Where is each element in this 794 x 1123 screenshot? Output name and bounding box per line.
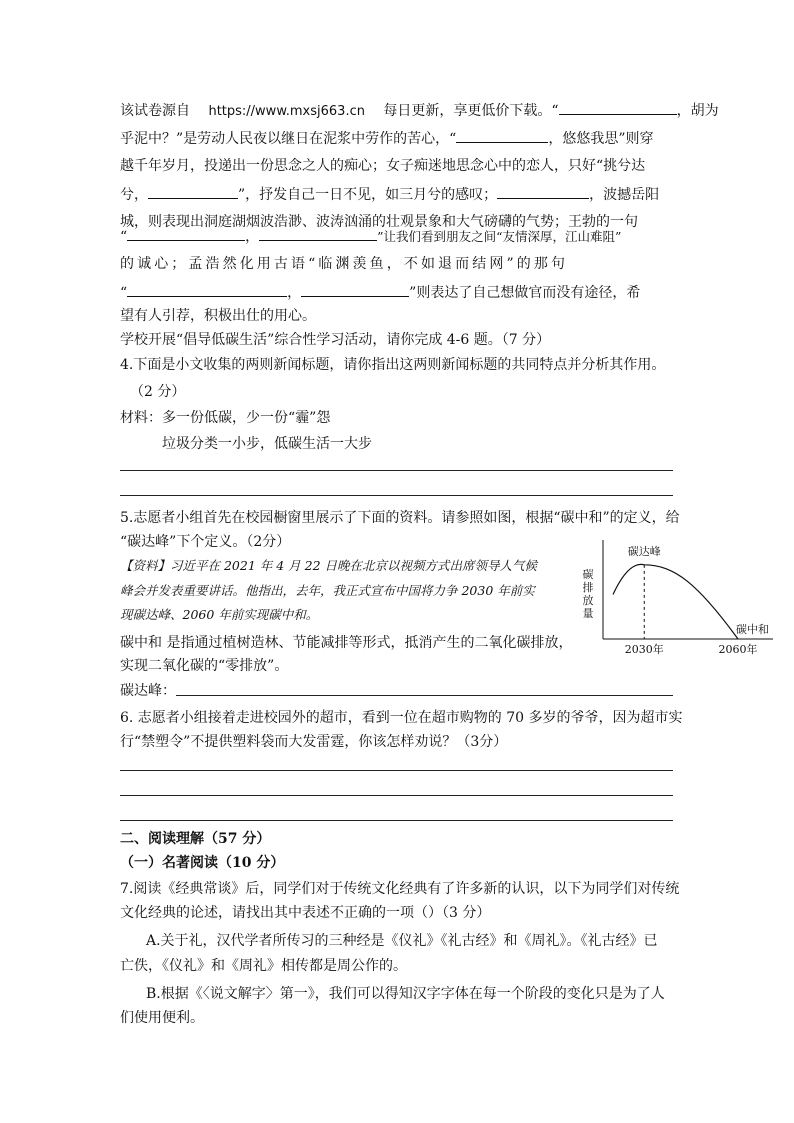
option-b: B.根据《〈说文解字〉第一》，我们可以得知汉字字体在每一个阶段的变化只是为了人 [146,986,665,1002]
answer-line[interactable] [176,695,673,696]
line-8 [120,282,640,303]
x-tick-label: 2030年 [624,643,664,656]
line-8-tail: ”则表达了自己想做官而没有途径，希 [409,285,641,301]
line-7: 的诚心；孟浩然化用古语“临渊羡鱼，不如退而结网”的那句 [120,256,569,272]
blank-7[interactable] [127,282,287,297]
y-axis-label-char: 排 [582,581,594,594]
question-5-text: 5.志愿者小组首先在校园橱窗里展示了下面的资料。请参照如图，根据“碳中和”的定义，给 [120,510,680,526]
source-text: 该试卷源自 [120,103,190,119]
option-a-cont: 亡佚，《仪礼》和《周礼》相传都是周公作的。 [120,958,407,974]
option-a: A.关于礼，汉代学者所传习的三种经是《仪礼》《礼古经》和《周礼》。《礼古经》已 [146,933,658,949]
answer-line[interactable] [120,795,673,796]
section-heading: 二、阅读理解（57 分） [120,831,271,847]
line-6-comma: ， [245,229,260,245]
annotation-neutral: 碳中和 [736,623,769,636]
question-4-score: （2 分） [130,384,186,400]
blank-5[interactable] [127,226,245,241]
y-axis-label-char: 量 [582,607,594,620]
blank-4[interactable] [497,184,589,199]
question-6-text: 6. 志愿者小组接着走进校园外的超市，看到一位在超市购物的 70 多岁的爷爷，因为超市实 [120,710,683,726]
line-10: 学校开展“倡导低碳生活”综合性学习活动，请你完成 4-6 题。（7 分） [120,332,551,348]
line-9: 望有人引荐，积极出仕的用心。 [120,308,316,324]
answer-line[interactable] [120,820,673,821]
line-1-text: 每日更新，享更低价下载。“ [383,103,559,119]
line-6 [120,226,621,247]
carbon-peak-chart [578,536,778,660]
line-3: 越千年岁月，投递出一份思念之人的痴心；女子痴迷地思念心中的恋人，只好“挑兮达 [120,158,646,174]
answer-label: 碳达峰： [120,683,176,699]
line-4-mid: ”，抒发自己一日不见，如三月兮的感叹； [238,187,498,203]
question-4-text: 4.下面是小文收集的两则新闻标题，请你指出这两则新闻标题的共同特点并分析其作用。 [120,357,666,373]
annotation-peak: 碳达峰 [627,544,661,558]
line-1 [120,100,719,122]
question-7-text-2: 文化经典的论述，请找出其中表述不正确的一项（）（3 分） [120,905,491,921]
line-8-comma: ， [287,285,302,301]
y-axis-label-char: 碳 [582,568,594,581]
line-6-tail: ”让我们看到朋友之间“友情深厚，江山难阻” [377,229,622,244]
blank-2[interactable] [456,128,548,143]
series-line [613,564,738,639]
question-5-text-2: “碳达峰”下个定义。（2分） [120,534,291,550]
y-axis-label-char: 放 [582,594,594,607]
material-line-1: 【资料】习近平在 2021 年 4 月 22 日晚在北京以视频方式出席领导人气候 [120,558,538,573]
material-line-2: 峰会并发表重要讲话。他指出，去年，我正式宣布中国将力争 2030 年前实 [120,583,535,598]
material-headline-1: 材料：多一份低碳，少一份“霾”怨 [120,410,331,426]
question-7-text: 7.阅读《经典常谈》后，同学们对于传统文化经典有了许多新的认识，以下为同学们对传统 [120,881,680,897]
line-5: 城，则表现出洞庭湖烟波浩渺、波涛汹涌的壮观景象和大气磅礴的气势；王勃的一句 [120,214,638,230]
definition-line-1: 碳中和 是指通过植树造林、节能减排等形式，抵消产生的二氧化碳排放， [120,635,573,651]
x-tick-label: 2060年 [718,643,758,656]
line-4 [120,184,659,205]
question-6-text-2: 行“禁塑令”不提供塑料袋而大发雷霆，你该怎样劝说？（3分） [120,734,508,750]
blank-3[interactable] [148,184,238,199]
line-8-open: “ [120,285,128,301]
blank-1[interactable] [559,100,677,115]
line-4-text: 兮， [120,187,148,203]
definition-line-2: 实现二氧化碳的“零排放”。 [120,658,289,674]
line-6-open: “ [120,229,128,245]
material-headline-2: 垃圾分类一小步，低碳生活一大步 [162,436,372,452]
source-url[interactable]: https://www.mxsj663.cn [208,104,365,119]
line-1-tail: ，胡为 [676,103,719,119]
line-2-tail: ，悠悠我思”则穿 [548,131,654,147]
material-line-3: 现碳达峰、2060 年前实现碳中和。 [120,607,319,622]
blank-6[interactable] [259,226,377,241]
answer-line[interactable] [120,470,673,471]
answer-line[interactable] [120,770,673,771]
line-2 [120,128,654,149]
subsection-heading: （一）名著阅读（10 分） [120,855,285,871]
answer-line[interactable] [120,495,673,496]
option-b-cont: 们使用便利。 [120,1010,204,1026]
line-4-tail: ，波撼岳阳 [589,187,660,203]
line-2-text: 乎泥中？”是劳动人民夜以继日在泥浆中劳作的苦心，“ [120,131,457,147]
blank-8[interactable] [301,282,409,297]
